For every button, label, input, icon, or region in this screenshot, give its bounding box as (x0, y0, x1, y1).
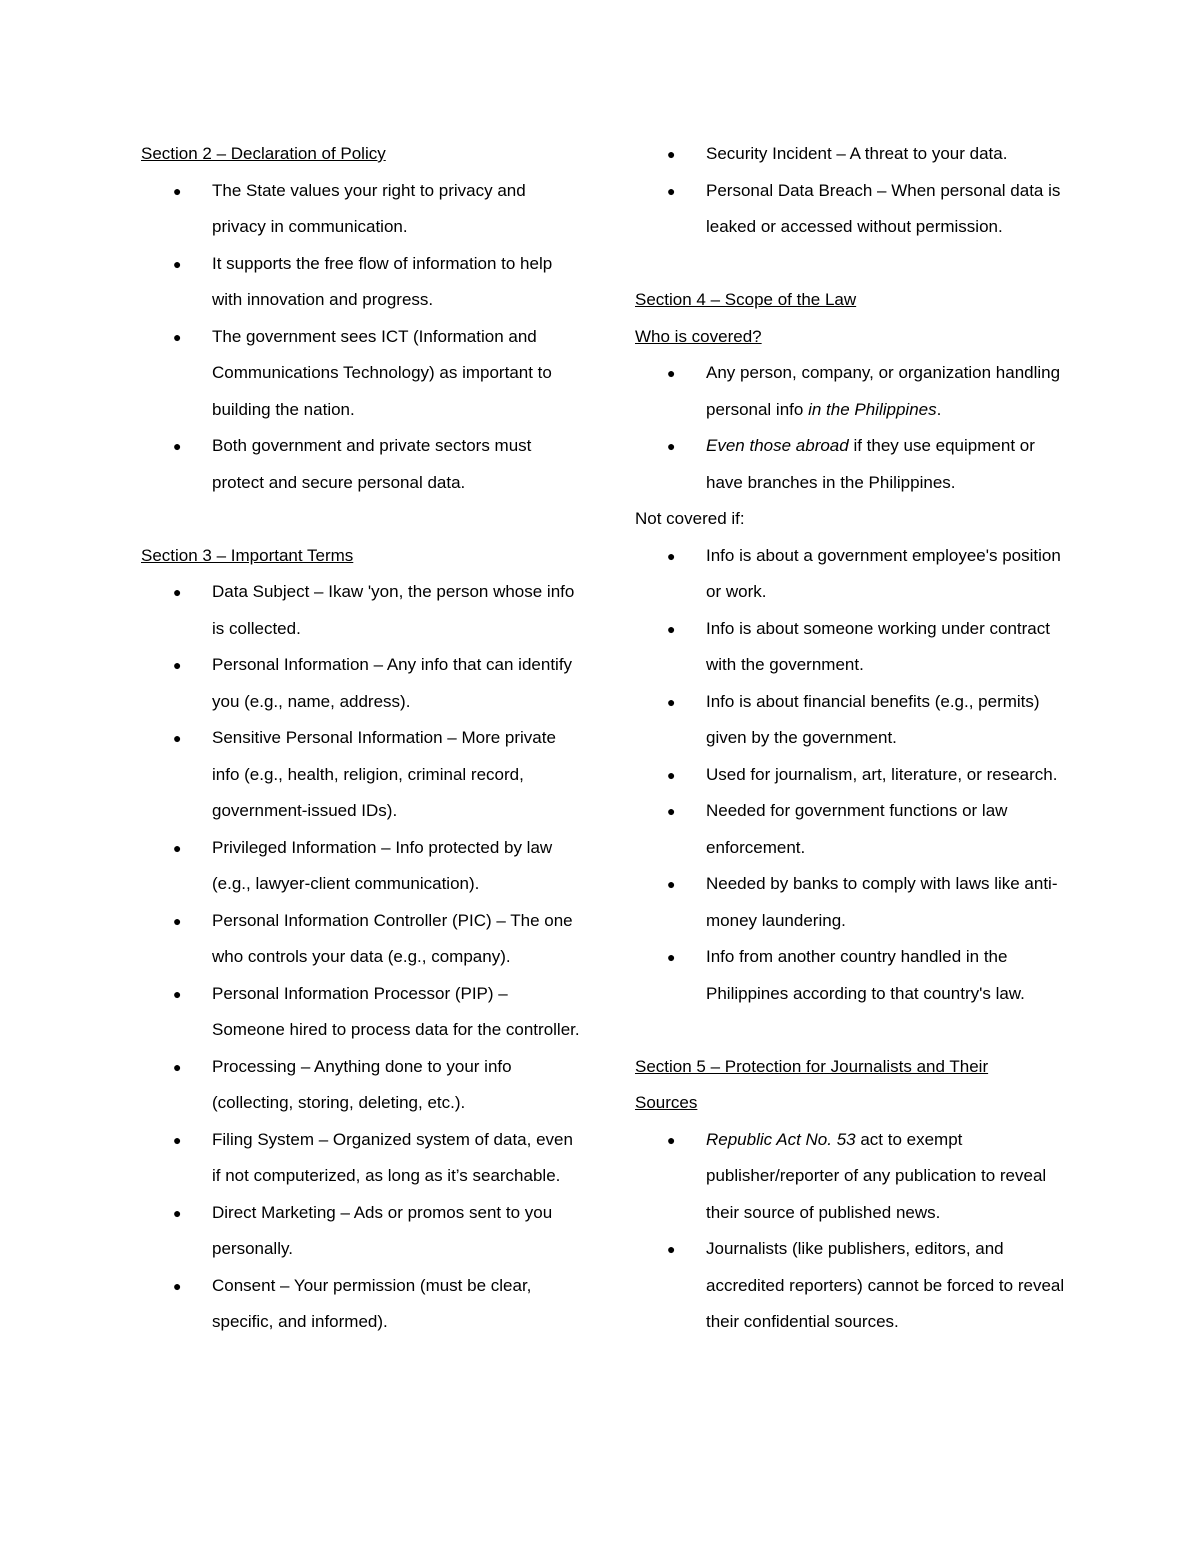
list-item: ● Privileged Information – Info protected by law (e.g., lawyer-client communication). (141, 830, 582, 903)
bullet-icon: ● (173, 255, 182, 272)
list-item: ● It supports the free flow of information to help with innovation and progress. (141, 246, 572, 319)
bullet-icon: ● (667, 876, 676, 892)
section-4-heading: Section 4 – Scope of the Law (635, 290, 857, 309)
list-item: ● Personal Information Processor (PIP) – Someone hired to process data for the controller. (141, 976, 582, 1049)
bullet-icon: ● (667, 803, 676, 819)
list-item: ● Both government and private sectors must protect and secure personal data. (141, 428, 572, 501)
list-item: ● Personal Information – Any info that can identify you (e.g., name, address). (141, 647, 582, 720)
list-item: ● Republic Act No. 53 act to exempt publisher/reporter of any publication to reveal their source of published news. (635, 1122, 1066, 1232)
covered-list (635, 355, 1075, 501)
not-covered-label: Not covered if: (635, 509, 745, 528)
list-item: ● Info is about a government employee's position or work. (635, 538, 1071, 611)
list-item: ● Info is about someone working under contract with the government. (635, 611, 1071, 684)
bullet-icon: ● (173, 985, 182, 1002)
list-item: ● Even those abroad if they use equipment or have branches in the Philippines. (635, 428, 1066, 501)
list-item: ● Info from another country handled in the Philippines according to that country's law. (635, 939, 1071, 1012)
bullet-icon: ● (667, 949, 676, 965)
bullet-icon: ● (173, 1131, 182, 1148)
section-2-heading: Section 2 – Declaration of Policy (141, 144, 386, 163)
section-3-continued-list (635, 136, 1075, 246)
bullet-icon: ● (173, 839, 182, 856)
bullet-icon: ● (173, 730, 182, 746)
list-item: ● Needed by banks to comply with laws like anti-money laundering. (635, 866, 1071, 939)
section-2-list (141, 173, 581, 502)
list-item: ● The government sees ICT (Information and Communications Technology) as important to building the nation. (141, 319, 572, 429)
bullet-icon: ● (173, 438, 182, 454)
list-item: ● Journalists (like publishers, editors, and accredited reporters) cannot be forced to reveal their confidential sources. (635, 1231, 1066, 1341)
bullet-icon: ● (667, 1241, 676, 1257)
bullet-icon: ● (173, 182, 182, 199)
list-item: ● Data Subject – Ikaw 'yon, the person whose info is collected. (141, 574, 582, 647)
bullet-icon: ● (173, 1204, 182, 1221)
list-item: ● Needed for government functions or law enforcement. (635, 793, 1071, 866)
not-covered-list (635, 538, 1075, 1013)
left-column (141, 136, 581, 1341)
list-item: ● Consent – Your permission (must be clear, specific, and informed). (141, 1268, 582, 1341)
list-item: ● Personal Information Controller (PIC) – The one who controls your data (e.g., company). (141, 903, 582, 976)
list-item: ● Used for journalism, art, literature, or research. (635, 757, 1071, 794)
bullet-icon: ● (667, 766, 676, 783)
bullet-icon: ● (173, 584, 182, 600)
list-item: ● Filing System – Organized system of data, even if not computerized, as long as it’s searchable. (141, 1122, 582, 1195)
list-item: ● Sensitive Personal Information – More private info (e.g., health, religion, criminal record, government-issued IDs). (141, 720, 582, 830)
bullet-icon: ● (173, 912, 182, 929)
bullet-icon: ● (667, 146, 676, 162)
bullet-icon: ● (667, 693, 676, 710)
bullet-icon: ● (667, 365, 676, 381)
list-item: ● Info is about financial benefits (e.g., permits) given by the government. (635, 684, 1071, 757)
list-item: ● The State values your right to privacy and privacy in communication. (141, 173, 572, 246)
bullet-icon: ● (667, 547, 676, 564)
bullet-icon: ● (667, 620, 676, 637)
bullet-icon: ● (173, 657, 182, 673)
list-item: ● Processing – Anything done to your info (collecting, storing, deleting, etc.). (141, 1049, 582, 1122)
list-item: ● Any person, company, or organization handling personal info in the Philippines. (635, 355, 1066, 428)
section-5-heading: Section 5 – Protection for Journalists and Their Sources (635, 1056, 989, 1112)
bullet-icon: ● (667, 1131, 676, 1148)
bullet-icon: ● (173, 328, 182, 345)
bullet-icon: ● (173, 1277, 182, 1294)
section-4-subheading: Who is covered? (635, 326, 762, 346)
list-item: ● Personal Data Breach – When personal data is leaked or accessed without permission. (635, 173, 1066, 246)
list-item: ● Direct Marketing – Ads or promos sent to you personally. (141, 1195, 582, 1268)
right-column (635, 136, 1075, 1341)
section-3-heading: Section 3 – Important Terms (141, 545, 354, 565)
bullet-icon: ● (173, 1058, 182, 1075)
section-5-list (635, 1122, 1075, 1341)
section-3-list (141, 574, 581, 1341)
bullet-icon: ● (667, 182, 676, 199)
bullet-icon: ● (667, 438, 676, 454)
list-item: ● Security Incident – A threat to your data. (635, 136, 1066, 173)
